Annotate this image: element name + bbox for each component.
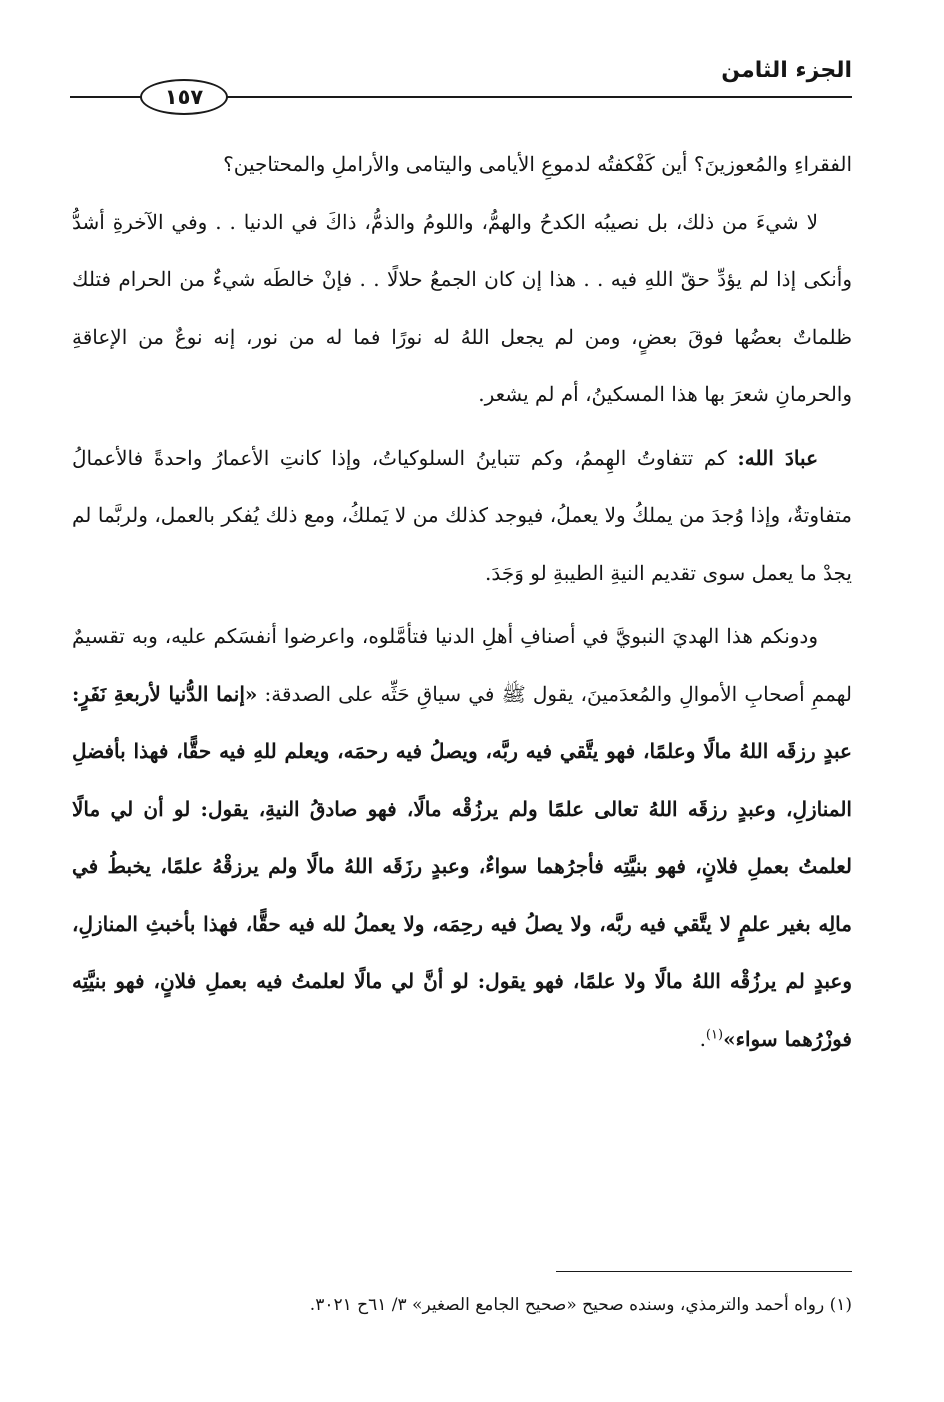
paragraph-3-text: كم تتفاوتُ الهِممُ، وكم تتباينُ السلوكياتُ، وإذا كانتِ الأعمارُ واحدةً فالأعمالُ متفاوتةٌ، وإذا وُجدَ من يملكُ ولا يعملُ، فيوجد كذلك من لا يَملكُ، ومع ذلك يُفكر بالعمل، ولربَّما لم يجدْ ما يعمل سوى تقديم النيةِ الطيبةِ لو وَجَدَ. xyxy=(72,445,852,585)
paragraph-1: الفقراءِ والمُعوزينَ؟ أين كَفْكفتُه لدموعِ الأيامى واليتامى والأراملِ والمحتاجين؟ xyxy=(223,152,852,176)
footnote: (١) رواه أحمد والترمذي، وسنده صحيح «صحيح الجامع الصغير» ٣/ ٦١ح ٣٠٢١. xyxy=(309,1295,852,1315)
footnote-marker: (١) xyxy=(705,1026,724,1042)
paragraph-4-intro: ودونكم هذا الهديَ النبويَّ في أصنافِ أهلِ الدنيا فتأمَّلوه، واعرضوا أنفسَكم عليه، وبه تقسيمٌ لهممِ أصحابِ الأموالِ والمُعدَمينَ، يقول ﷺ في سياقِ حَثِّه على الصدقة: xyxy=(72,624,852,706)
hadith-quote: «إنما الدُّنيا لأربعةِ نَفَرٍ: عبدٍ رزقَه اللهُ مالًا وعلمًا، فهو يتَّقي فيه ربَّه، ويصلُ فيه رحمَه، ويعلم للهِ فيه حقًّا، فهذا بأفضلِ المنازلِ، وعبدٍ رزقَه اللهُ تعالى علمًا ولم يرزُقْه مالًا، فهو صادقُ النيةِ، يقول: لو أن لي مالًا لعلمتُ بعملِ فلانٍ، فهو بنيَّتِه فأجرُهما سواءٌ، وعبدٍ رزَقَه اللهُ مالًا ولم يرزقْهُ علمًا، يخبطُ في مالِه بغير علمٍ لا يتَّقي فيه ربَّه، ولا يصلُ فيه رحِمَه، ولا يعملُ لله فيه حقًّا، فهذا بأخبثِ المنازلِ، وعبدٍ لم يرزُقْه اللهُ مالًا ولا علمًا، فهو يقول: لو أنَّ لي مالًا لعلمتُ فيه بعملِ فلانٍ، فهو بنيَّتِه فوزْرُهما سواء» xyxy=(72,681,852,1051)
paragraph-2: لا شيءَ من ذلك، بل نصيبُه الكدحُ والهمُّ، واللومُ والذمُّ، ذاكَ في الدنيا . . وفي الآخرةِ أشدُّ وأنكى إذا لم يؤدِّ حقّ اللهِ فيه . . هذا إن كان الجمعُ حلالًا . . فإنْ خالطَه شيءٌ من الحرام فتلك ظلماتٌ بعضُها فوقَ بعضٍ، ومن لم يجعل اللهُ له نورًا فما له من نور، إنه نوعٌ من الإعاقةِ والحرمانِ شعرَ بها هذا المسكينُ، أم لم يشعر. xyxy=(72,209,852,406)
paragraph-3 xyxy=(72,430,852,603)
body-text xyxy=(72,136,852,1068)
paragraph-4 xyxy=(72,608,852,1068)
running-title: الجزء الثامن xyxy=(721,58,852,83)
paragraph-4-end: . xyxy=(699,1026,706,1051)
page-number: ١٥٧ xyxy=(140,79,228,115)
footnote-rule xyxy=(556,1271,852,1272)
page-header xyxy=(70,56,852,109)
paragraph-3-lead: عبادَ الله: xyxy=(737,445,818,470)
